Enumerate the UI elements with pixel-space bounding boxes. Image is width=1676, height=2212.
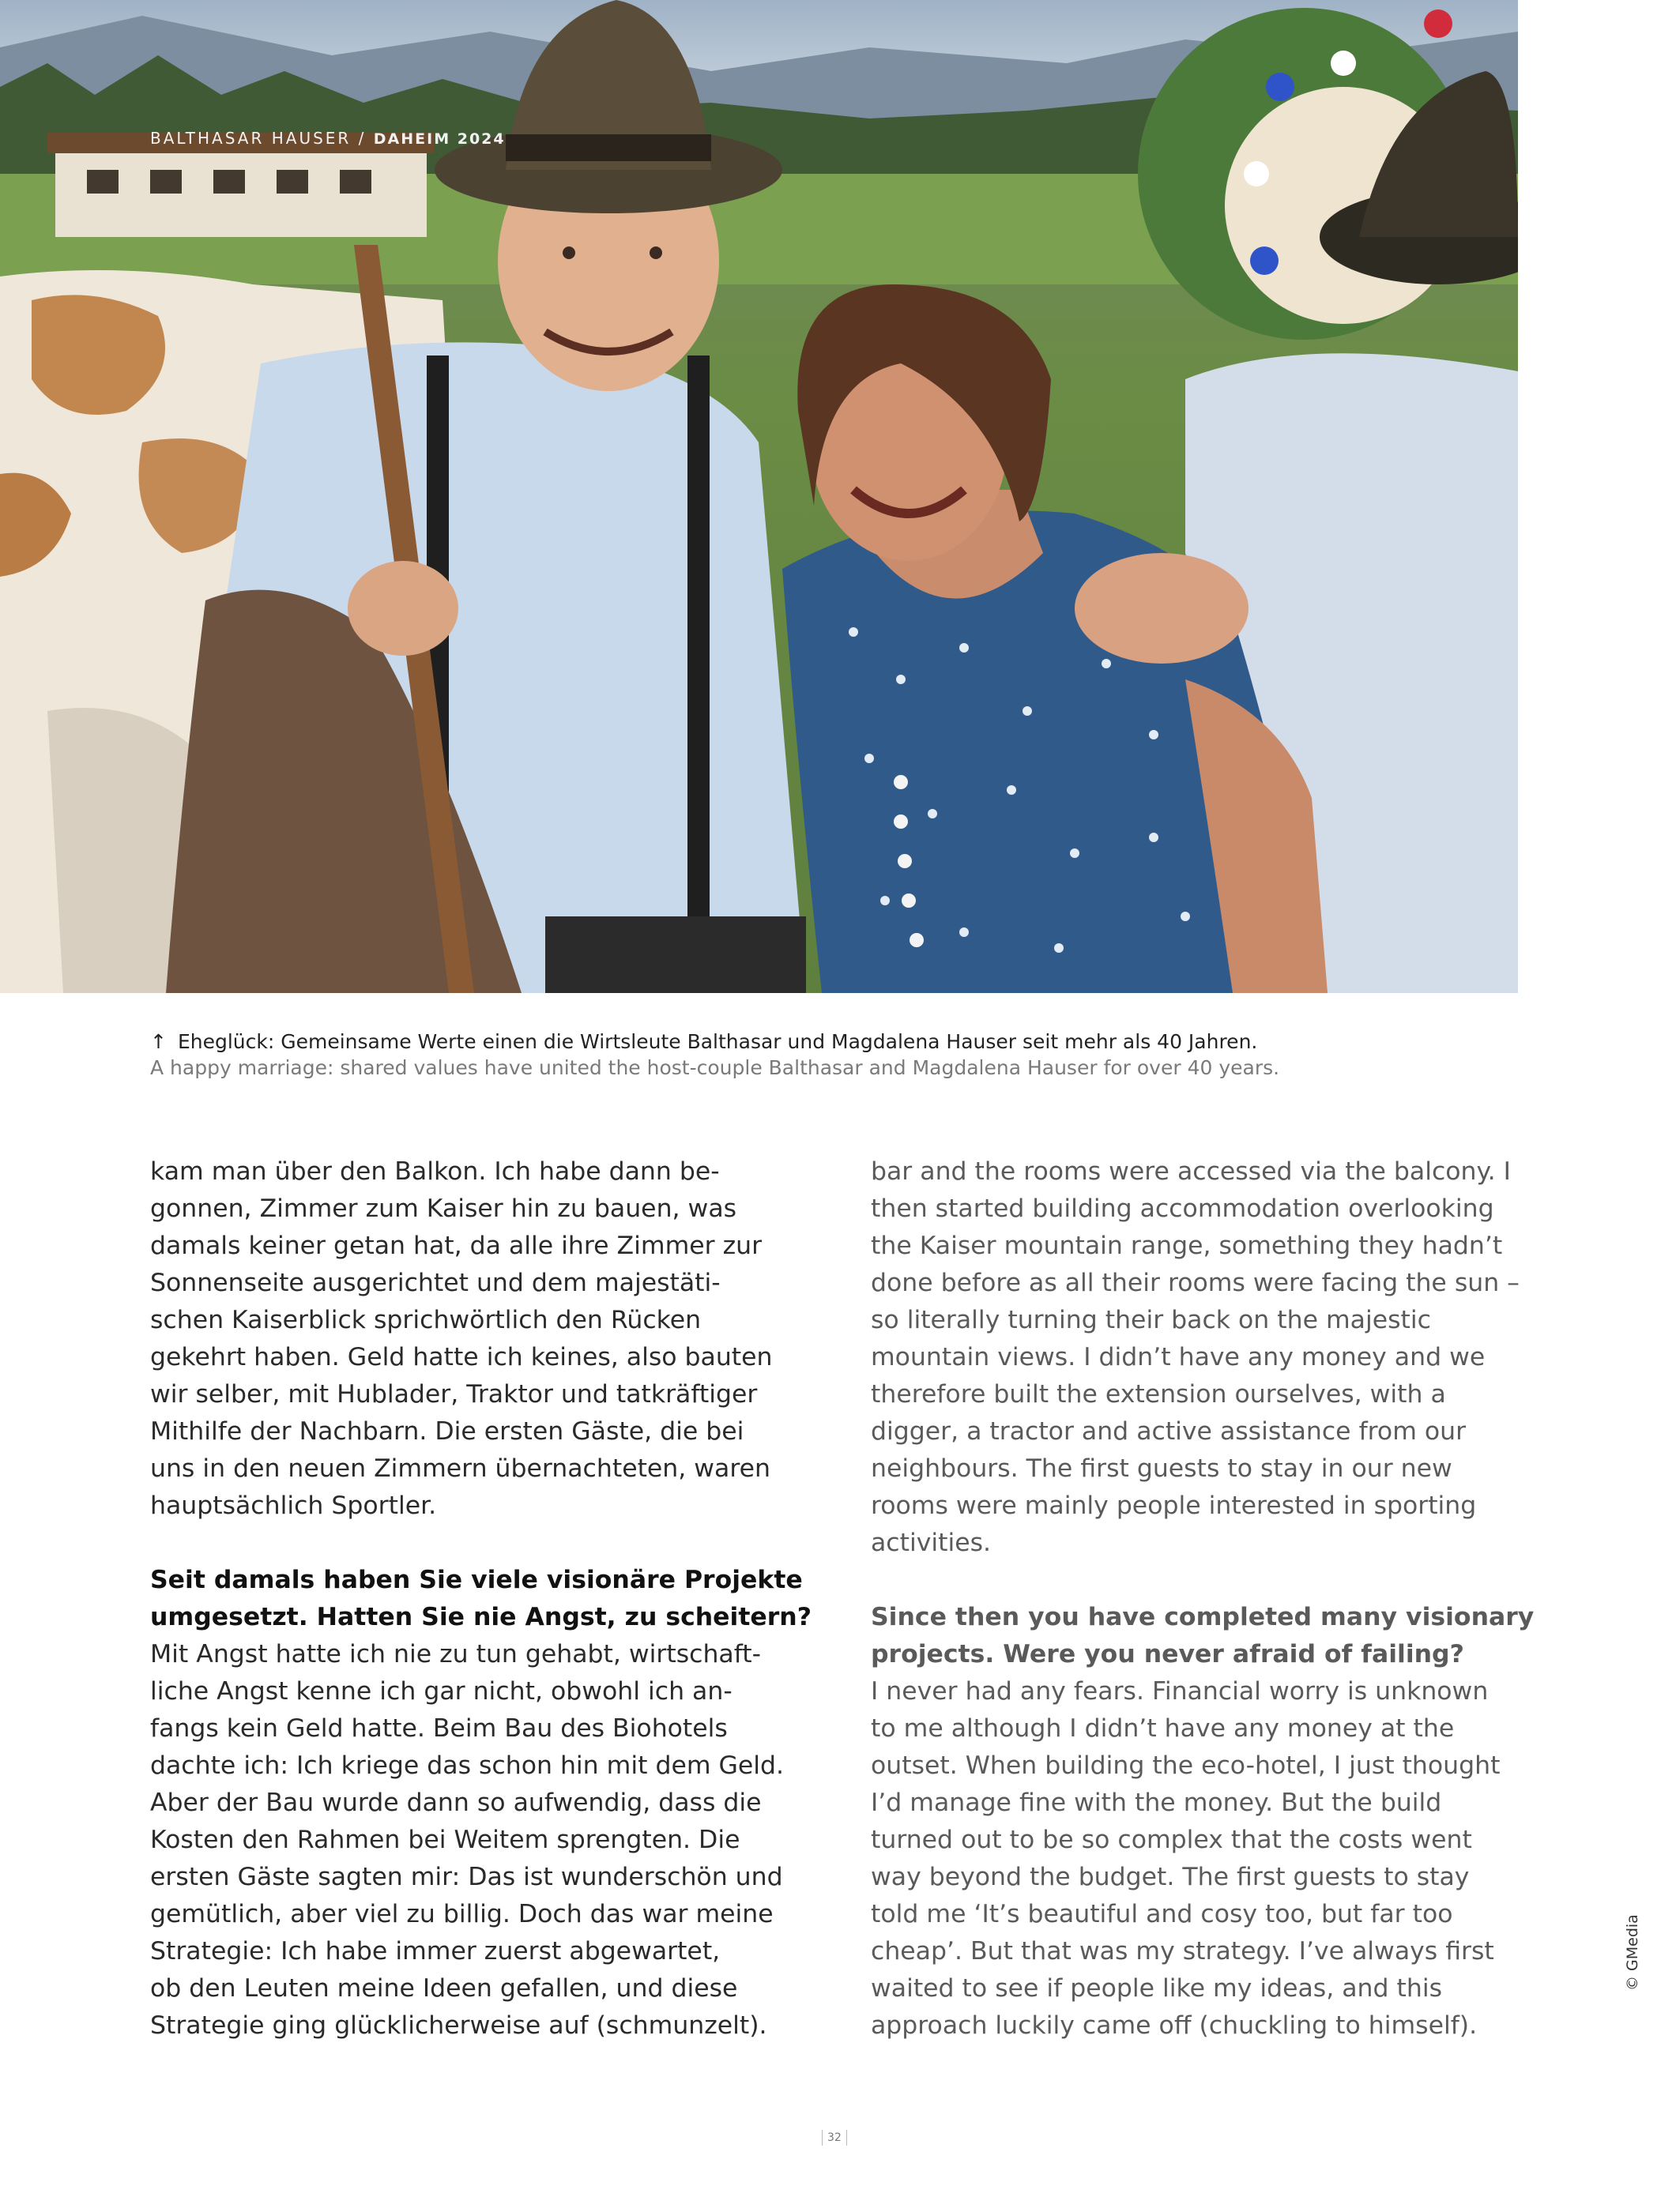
text-line: wir selber, mit Hublader, Traktor und tatkräftiger <box>150 1380 758 1409</box>
text-line: then started building accommodation overlooking <box>871 1194 1494 1223</box>
running-header <box>150 129 506 148</box>
header-issue: DAHEIM 2024 <box>373 130 506 148</box>
header-author: BALTHASAR HAUSER / <box>150 129 367 148</box>
caption-german: Eheglück: Gemeinsame Werte einen die Wirtsleute Balthasar und Magdalena Hauser seit mehr als 40 Jahren. <box>177 1030 1258 1053</box>
column-german <box>150 1153 812 2045</box>
text-line: gekehrt haben. Geld hatte ich keines, also bauten <box>150 1343 773 1371</box>
text-line: I never had any fears. Financial worry is unknown <box>871 1677 1489 1706</box>
text-line: approach luckily came off (chuckling to himself). <box>871 2011 1478 2040</box>
text-line: cheap’. But that was my strategy. I’ve always first <box>871 1937 1494 1966</box>
paragraph-gap <box>150 1525 806 1562</box>
arrow-up-icon: ↑ <box>150 1030 167 1053</box>
text-line: the Kaiser mountain range, something they hadn’t <box>871 1232 1503 1260</box>
text-line: Sonnenseite ausgerichtet und dem majestäti- <box>150 1269 721 1297</box>
text-line: dachte ich: Ich kriege das schon hin mit dem Geld. <box>150 1751 785 1780</box>
text-line: mountain views. I didn’t have any money and we <box>871 1343 1486 1371</box>
text-line: Kosten den Rahmen bei Weitem sprengten. Die <box>150 1826 740 1854</box>
text-line: damals keiner getan hat, da alle ihre Zimmer zur <box>150 1232 763 1260</box>
text-line: I’d manage fine with the money. But the build <box>871 1789 1442 1817</box>
text-line: liche Angst kenne ich gar nicht, obwohl ich an- <box>150 1677 733 1706</box>
text-line: schen Kaiserblick sprichwörtlich den Rücken <box>150 1306 702 1334</box>
text-line: told me ‘It’s beautiful and cosy too, but far too <box>871 1900 1453 1928</box>
text-line: activities. <box>871 1529 992 1557</box>
text-line: hauptsächlich Sportler. <box>150 1492 437 1520</box>
text-line: rooms were mainly people interested in sporting <box>871 1492 1477 1520</box>
text-line: Strategie: Ich habe immer zuerst abgewartet, <box>150 1937 721 1966</box>
text-line: gemütlich, aber viel zu billig. Doch das war meine <box>150 1900 774 1928</box>
text-line: turned out to be so complex that the costs went <box>871 1826 1472 1854</box>
interview-question-line: umgesetzt. Hatten Sie nie Angst, zu scheitern? <box>150 1603 812 1631</box>
text-line: waited to see if people like my ideas, and this <box>871 1974 1442 2003</box>
text-line: uns in den neuen Zimmern übernachteten, waren <box>150 1454 770 1483</box>
photo-credit: © GMedia <box>1624 1914 1641 1991</box>
text-line: therefore built the extension ourselves, with a <box>871 1380 1446 1409</box>
text-line: ob den Leuten meine Ideen gefallen, und diese <box>150 1974 738 2003</box>
text-line: Aber der Bau wurde dann so aufwendig, dass die <box>150 1789 762 1817</box>
text-line: Strategie ging glücklicherweise auf (schmunzelt). <box>150 2011 767 2040</box>
text-line: way beyond the budget. The first guests to stay <box>871 1863 1470 1891</box>
column-english <box>871 1153 1535 2045</box>
text-line: fangs kein Geld hatte. Beim Bau des Biohotels <box>150 1714 728 1743</box>
text-line: neighbours. The first guests to stay in our new <box>871 1454 1452 1483</box>
interview-question-line: projects. Were you never afraid of failing? <box>871 1640 1464 1668</box>
text-line: Mithilfe der Nachbarn. Die ersten Gäste, die bei <box>150 1417 744 1446</box>
hero-photo <box>0 0 1518 993</box>
page-number: 32 <box>822 2130 847 2146</box>
interview-question-line: Seit damals haben Sie viele visionäre Projekte <box>150 1566 803 1594</box>
caption-german-line <box>150 1029 1509 1055</box>
text-line: kam man über den Balkon. Ich habe dann be- <box>150 1157 720 1186</box>
text-line: Mit Angst hatte ich nie zu tun gehabt, wirtschaft- <box>150 1640 761 1668</box>
interview-question-line: Since then you have completed many visionary <box>871 1603 1535 1631</box>
text-line: bar and the rooms were accessed via the balcony. I <box>871 1157 1511 1186</box>
text-line: so literally turning their back on the majestic <box>871 1306 1431 1334</box>
photo-illustration <box>0 0 1518 993</box>
text-line: to me although I didn’t have any money at the <box>871 1714 1455 1743</box>
photo-caption <box>150 1029 1509 1081</box>
paragraph-gap <box>871 1562 1527 1599</box>
text-line: outset. When building the eco-hotel, I just thought <box>871 1751 1501 1780</box>
text-line: done before as all their rooms were facing the sun – <box>871 1269 1520 1297</box>
text-line: ersten Gäste sagten mir: Das ist wunderschön und <box>150 1863 783 1891</box>
caption-english: A happy marriage: shared values have united the host-couple Balthasar and Magdalena Hauser for over 40 years. <box>150 1056 1280 1079</box>
text-line: gonnen, Zimmer zum Kaiser hin zu bauen, was <box>150 1194 737 1223</box>
text-line: digger, a tractor and active assistance from our <box>871 1417 1467 1446</box>
